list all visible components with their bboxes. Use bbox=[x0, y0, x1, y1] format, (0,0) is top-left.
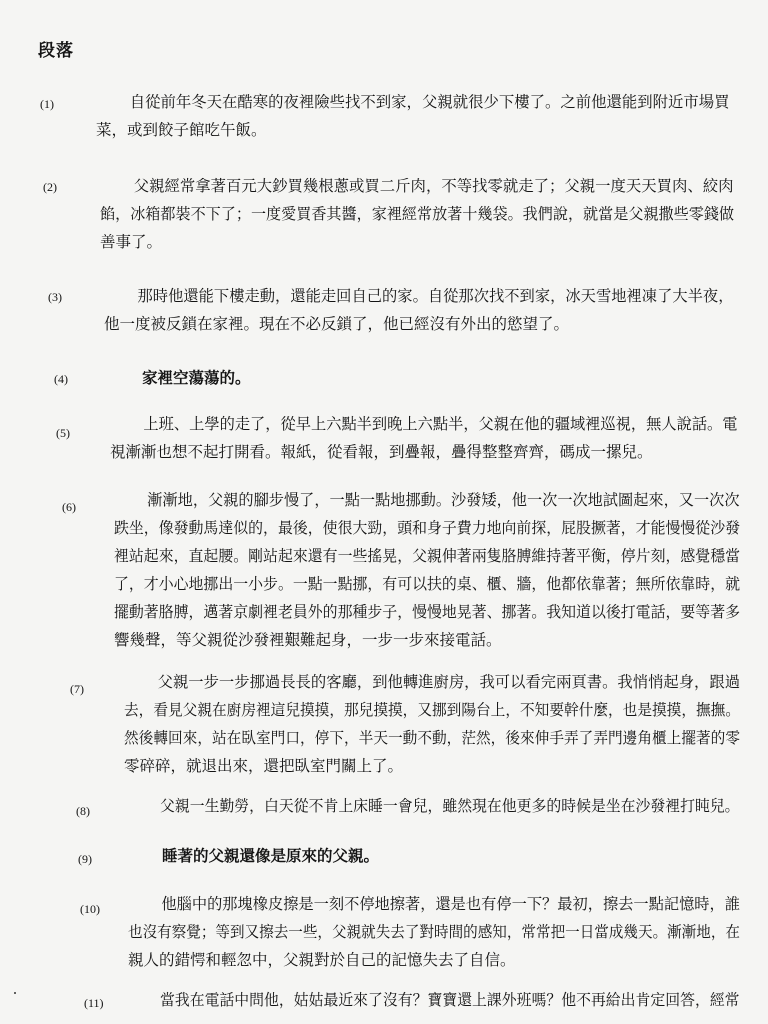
paragraph-line: 家裡空蕩蕩的。 bbox=[142, 368, 251, 387]
paragraph-8 bbox=[160, 792, 740, 820]
paragraph-line: 零碎碎，就退出來，還把臥室門關上了。 bbox=[124, 757, 404, 775]
paragraph-line: 裡站起來，直起腰。剛站起來還有一些搖晃，父親伸著兩隻胳膊維持著平衡，停片刻，感覺穩當 bbox=[114, 547, 741, 565]
paragraph-line: 擺動著胳膊，邁著京劇裡老員外的那種步子，慢慢地晃著、挪著。我知道以後打電話，要等著多 bbox=[114, 603, 741, 621]
paragraph-1 bbox=[96, 88, 730, 144]
paragraph-line: 漸漸地，父親的腳步慢了，一點一點地挪動。沙發矮，他一次一次地試圖起來，又一次次 bbox=[147, 491, 740, 509]
paragraph-line: 他腦中的那塊橡皮擦是一刻不停地擦著，還是也有停一下？最初，擦去一點記憶時，誰 bbox=[161, 895, 740, 913]
paragraph-line: 視漸漸也想不起打開看。報紙，從看報，到疊報，疊得整整齊齊，碼成一摞兒。 bbox=[110, 443, 653, 461]
paragraph-line: 那時他還能下樓走動，還能走回自己的家。自從那次找不到家，冰天雪地裡凍了大半夜， bbox=[137, 287, 734, 305]
paragraph-line: 親人的錯愕和輕忽中，父親對於自己的記憶失去了自信。 bbox=[128, 951, 516, 969]
paragraph-number: (7) bbox=[70, 682, 84, 696]
paragraph-line: 父親一步一步挪過長長的客廳，到他轉進廚房，我可以看完兩頁書。我悄悄起身，跟過 bbox=[157, 673, 741, 691]
paragraph-number: (3) bbox=[48, 290, 62, 304]
paragraph-number: (10) bbox=[80, 902, 100, 916]
paragraph-line: 然後轉回來，站在臥室門口，停下，半天一動不動，茫然，後來伸手弄了弄門邊角櫃上擺著的零 bbox=[124, 729, 740, 747]
paragraph-9 bbox=[162, 842, 482, 870]
paragraph-line: 當我在電話中問他，姑姑最近來了沒有？寶寶還上課外班嗎？他不再給出肯定回答，經常 bbox=[160, 991, 740, 1009]
paragraph-line: 菜，或到餃子館吃午飯。 bbox=[96, 121, 267, 139]
paragraph-line: 跌坐，像發動馬達似的，最後，使很大勁，頭和身子費力地向前探，屁股撅著，才能慢慢從沙發 bbox=[114, 519, 741, 537]
paragraph-line: 父親一生勤勞，白天從不肯上床睡一會兒，雖然現在他更多的時候是坐在沙發裡打盹兒。 bbox=[160, 797, 740, 815]
paragraph-6 bbox=[114, 486, 740, 654]
paragraph-3 bbox=[104, 282, 734, 338]
paragraph-number: (9) bbox=[78, 852, 92, 866]
paragraph-line: 睡著的父親還像是原來的父親。 bbox=[162, 846, 380, 865]
paragraph-4 bbox=[142, 364, 442, 392]
paragraph-5 bbox=[110, 410, 738, 466]
page-heading: 段落 bbox=[38, 41, 74, 61]
paragraph-7 bbox=[124, 668, 740, 780]
paragraph-number: (6) bbox=[62, 500, 76, 514]
scan-speck bbox=[14, 992, 16, 994]
paragraph-number: (11) bbox=[84, 996, 104, 1010]
paragraph-line: 響幾聲，等父親從沙發裡艱難起身，一步一步來接電話。 bbox=[114, 631, 502, 649]
paragraph-number: (1) bbox=[40, 97, 54, 111]
paragraph-line: 了，才小心地挪出一小步。一點一點挪，有可以扶的桌、櫃、牆，他都依靠著；無所依靠時，就 bbox=[114, 575, 741, 593]
paragraph-11 bbox=[160, 986, 740, 1014]
paragraph-number: (5) bbox=[56, 426, 70, 440]
paragraph-line: 善事了。 bbox=[100, 233, 163, 251]
paragraph-line: 自從前年冬天在酷寒的夜裡險些找不到家，父親就很少下樓了。之前他還能到附近市場買 bbox=[129, 93, 730, 111]
paragraph-2 bbox=[100, 172, 734, 256]
paragraph-line: 去，看見父親在廚房裡這兒摸摸，那兒摸摸，又挪到陽台上，不知要幹什麼，也是摸摸，撫撫。 bbox=[124, 701, 740, 719]
paragraph-line: 父親經常拿著百元大鈔買幾根蔥或買二斤肉，不等找零就走了；父親一度天天買肉、絞肉 bbox=[133, 177, 734, 195]
paragraph-number: (4) bbox=[54, 372, 68, 386]
paragraph-number: (8) bbox=[76, 804, 90, 818]
paragraph-number: (2) bbox=[43, 180, 57, 194]
paragraph-10 bbox=[128, 890, 740, 974]
paragraph-line: 也沒有察覺；等到又擦去一些，父親就失去了對時間的感知，常常把一日當成幾天。漸漸地，在 bbox=[128, 923, 741, 941]
paragraph-line: 餡，冰箱都裝不下了；一度愛買香其醬，家裡經常放著十幾袋。我們說，就當是父親撒些零錢做 bbox=[100, 205, 735, 223]
paragraph-line: 上班、上學的走了，從早上六點半到晚上六點半，父親在他的疆域裡巡視，無人說話。電 bbox=[143, 415, 738, 433]
paragraph-line: 他一度被反鎖在家裡。現在不必反鎖了，他已經沒有外出的慾望了。 bbox=[104, 315, 570, 333]
